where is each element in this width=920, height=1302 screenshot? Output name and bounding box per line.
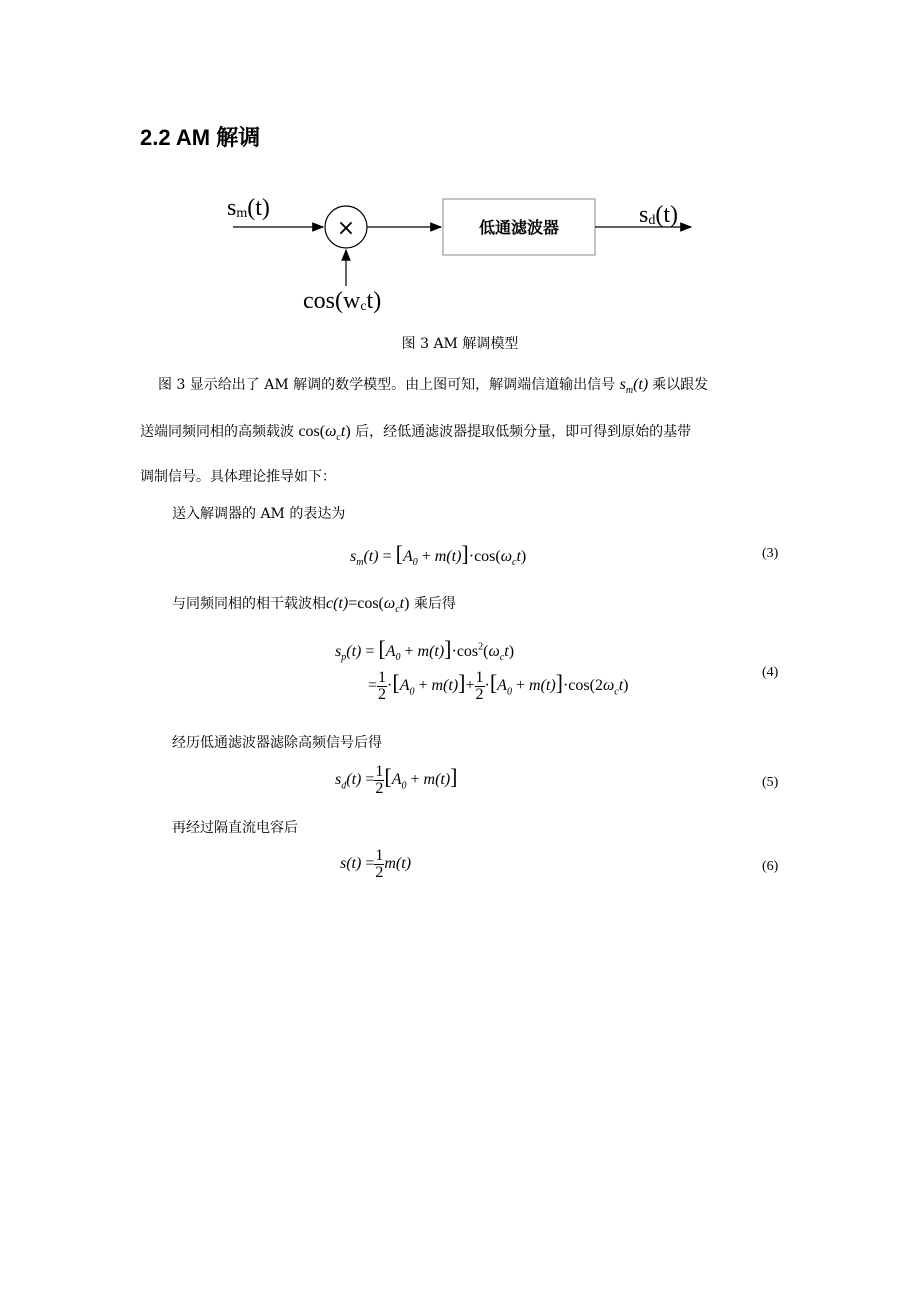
equation-number-3: (3) — [762, 546, 779, 561]
section-heading: 2.2 AM 解调 — [140, 125, 261, 150]
text-eq6: 再经过隔直流电容后 — [172, 820, 298, 836]
figure-caption: 图 3 AM 解调模型 — [401, 336, 519, 352]
text-eq4: 与同频同相的相干载波相$c(t)=\cos(\omega_ct)$ 乘后得 — [172, 595, 456, 616]
equation-number-4: (4) — [762, 665, 779, 680]
output-label: sd(t) — [639, 202, 678, 228]
multiplier-symbol: × — [336, 216, 356, 241]
paragraph-line-2: 送端同频同相的高频载波 $\cos(\omega_ct)$ 后，经低通滤波器提取低频分量，即可得到原始的基带 — [140, 423, 692, 444]
am-demodulation-diagram — [225, 190, 705, 320]
paragraph-line-1: 图 3 显示给出了 AM 解调的数学模型。由上图可知，解调端信道输出信号 $s_m(t)$ 乘以跟发 — [158, 376, 709, 397]
equation-4-line-1: $s_p(t) = [A_0 + m(t)]\cdot\cos^2(\omega_ct)$ — [335, 636, 515, 664]
equation-number-5: (5) — [762, 775, 779, 790]
equation-3: $s_m(t) = [A_0 + m(t)]\cdot\cos(\omega_ct)$ — [350, 541, 527, 569]
carrier-label: cos(wct) — [303, 288, 382, 314]
text-eq5: 经历低通滤波器滤除高频信号后得 — [172, 735, 382, 751]
equation-6: s(t) = $\frac{1}{2}$ m(t) — [340, 847, 412, 881]
filter-label: 低通滤波器 — [478, 218, 560, 237]
equation-5: $s_d(t)$ = $\frac{1}{2}$ $[A_0 + m(t)]$ — [335, 763, 458, 797]
text-eq3: 送入解调器的 AM 的表达为 — [172, 506, 346, 522]
equation-4-line-2: = $\frac{1}{2}$ $\cdot[A_0 + m(t)]+$ $\frac{1}{2}$ $\cdot[A_0 + m(t)]\cdot\cos(2\omega_ct)$ — [368, 669, 629, 703]
equation-number-6: (6) — [762, 859, 779, 874]
input-label: sm(t) — [227, 195, 270, 221]
paragraph-line-3: 调制信号。具体理论推导如下： — [140, 469, 336, 485]
